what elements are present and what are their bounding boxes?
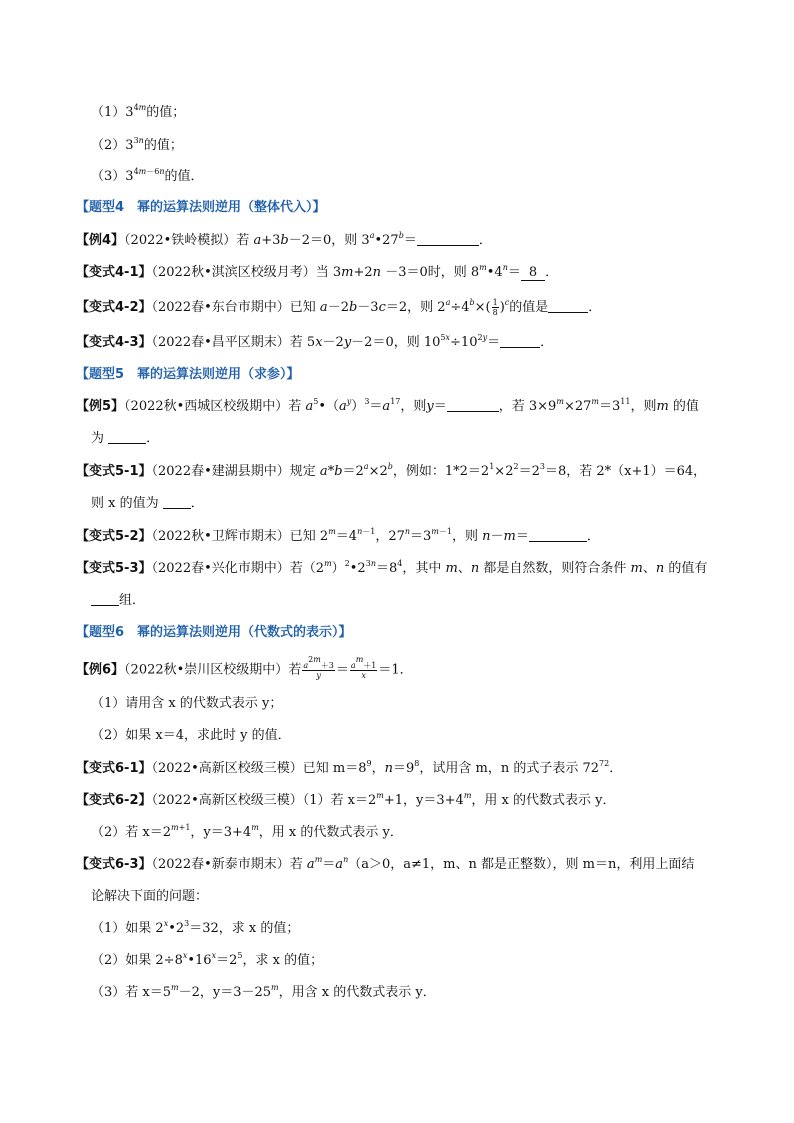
answer-blank[interactable]: [417, 232, 479, 246]
variant-5-2: 【变式5-2】（2022秋•卫辉市期末）已知 $2^m=4^{n-1}$，$27^n=3^{m-1}$，则 n－m＝ ．: [76, 527, 600, 544]
answer-blank[interactable]: [500, 334, 540, 348]
variant-5-1-line2: 则 x 的值为 ．: [91, 496, 204, 511]
answer-blank[interactable]: [91, 592, 119, 606]
q3-item-2: $(2)3^{3n}$的值；: [91, 136, 183, 153]
q3-item-1: $(1)3^{4m}$的值；: [91, 103, 186, 120]
answer-blank[interactable]: 8: [521, 266, 545, 281]
section-heading-type5: 【题型5 幂的运算法则逆用（求参）】: [76, 367, 300, 382]
fraction: $\frac{1}{8}$: [492, 298, 498, 317]
variant-6-3: 【变式6-3】（2022春•新泰市期末）若 $a^m=a^n(a>0$，a≠1，m、n 都是正整数），则 m＝n，利用上面结: [76, 855, 695, 872]
section-heading-type4: 【题型4 幂的运算法则逆用（整体代入）】: [76, 200, 326, 215]
example-6: 【例6】（2022秋•崇川区校级期中）若 $\frac{a^{2m}+3}{y}$ ＝ $\frac{a^m+1}{x}$ ＝1．: [76, 655, 413, 680]
variant-6-3-sub2: （2）如果 $2\div 8^x•16^x=2^5$，求 x 的值；: [91, 951, 324, 968]
fraction: $\frac{a^{2m}+3}{y}$: [303, 655, 334, 680]
example-6-sub1: （1）请用含 x 的代数式表示 y；: [91, 696, 283, 711]
variant-6-1: 【变式6-1】（2022•高新区校级三模）已知 $m=8^9$，$n=9^8$，试用含 m，n 的式子表示 $72^{72}$．: [76, 759, 623, 776]
variant-6-2-sub2: （2）若 $x=2^{m+1}$，$y=3+4^m$，用 x 的代数式表示 y．: [91, 823, 403, 840]
variant-4-2: 【变式4-2】（2022春•东台市期中）已知 a－2b－3c＝2，则 $2^a\div 4^b\times$( $\frac{1}{8}$ )$^c$的值是 ．: [76, 298, 602, 317]
answer-blank[interactable]: [548, 299, 588, 313]
variant-5-1: 【变式5-1】（2022春•建湖县期中）规定 $a*b=2^a\times 2^b$，例如：$1*2=2^1\times 2^2=2^3=8$，若 2*（x+1）＝64，: [76, 462, 707, 479]
answer-blank[interactable]: [529, 528, 587, 542]
answer-blank[interactable]: [163, 495, 191, 509]
example-4: 【例4】（2022•铁岭模拟）若 a+3b－2＝0，则 $3^a•27^b=$ ．: [76, 231, 492, 248]
section-heading-type6: 【题型6 幂的运算法则逆用（代数式的表示）】: [76, 625, 352, 640]
q3-item-3: $(3)3^{4m-6n}$的值．: [91, 167, 204, 184]
fraction: $\frac{a^m+1}{x}$: [350, 655, 377, 680]
answer-blank[interactable]: [108, 430, 146, 444]
variant-5-3-line2: 组．: [91, 592, 734, 610]
example-5: 【例5】（2022秋•西城区校级期中）若 $a^5•(a^y)^3=a^{17}$，则y＝ ，若 $3\times 9^m\times 27^m=3^{11}$，则m 的值: [76, 397, 699, 414]
variant-4-1: 【变式4-1】（2022秋•淇滨区校级月考）当 3m+2n －3＝0时，则 $8^m•4^n= 8$ ．: [76, 263, 559, 280]
answer-blank[interactable]: [447, 398, 499, 412]
example-6-sub2: （2）如果 x＝4，求此时 y 的值．: [91, 728, 291, 743]
variant-6-2: 【变式6-2】（2022•高新区校级三模）（1）若 $x=2^m+1$，$y=3+4^m$，用 x 的代数式表示 y．: [76, 791, 616, 808]
variant-4-3: 【变式4-3】（2022春•昌平区期末）若 5x－2y－2＝0，则 $10^{5x}\div 10^{2y}=$ ．: [76, 333, 554, 350]
variant-6-3-sub1: （1）如果 $2^x•2^3=32$，求 x 的值；: [91, 919, 300, 936]
variant-6-3-line2: 论解决下面的问题：: [91, 889, 209, 904]
example-5-line2: 为 ．: [91, 431, 160, 446]
variant-5-3: 【变式5-3】（2022春•兴化市期中）若$(2^m)^2•2^{3n}=8^4$，其中 m、n 都是自然数，则符合条件 m、n 的值有: [76, 559, 708, 576]
variant-6-3-sub3: （3）若 $x=5^m-2$，$y=3-25^m$，用含 x 的代数式表示 y．: [91, 983, 436, 1000]
